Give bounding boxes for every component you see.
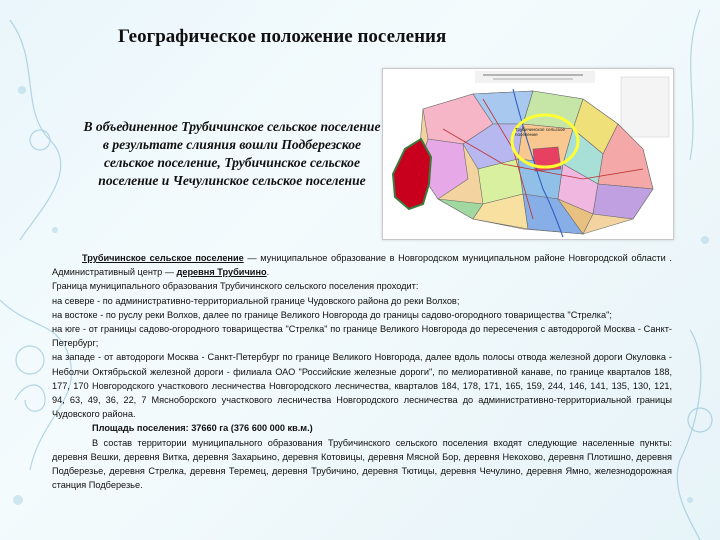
border-north: на севере - по административно-территориальной границе Чудовского района до реки Волхов; [52,295,460,306]
admin-center: деревня Трубичино [176,267,267,278]
border-east: на востоке - по руслу реки Волхов, далее по границе Великого Новгорода до границы садово-огородного товарищества "Стрелка"; [52,309,612,320]
border-south: на юге - от границы садово-огородного товарищества "Стрелка" по границе Великого Новгорода до пересечения с автодорогой Москва - Санкт-Петербург; [52,324,672,349]
body-text [52,251,672,492]
settlements-list: В состав территории муниципального образования Трубичинского сельского поселения входят следующие населенные пункты: деревня Вешки, деревня Витка, деревня Захарьино, деревня Котовицы, деревня Мясной Бор, деревня Некохово, деревня Плотишно, деревня Подберезье, деревня Стрелка, деревня Теремец, деревня Трубичино, деревня Тютицы, деревня Чечулино, деревня Ямно, железнодорожная станция Подберезье. [52,437,672,491]
page-title: Географическое положение поселения [118,26,447,47]
paragraph-intro [52,251,672,279]
paragraph-intro-end: . [266,267,270,278]
paragraph-intro-text: — муниципальное образование в Новгородском муниципальном районе Новгородской области . Административный центр — [52,253,672,278]
intro-text: В объединенное Трубичинское сельское поселение в результате слияния вошли Подберезское сельское поселение, Трубичинское сельское поселение и Чечулинское сельское поселение [83,119,381,188]
area-line [52,421,672,435]
map-highlight-label: Трубичинское сельское поселение [515,127,566,137]
border-heading: Граница муниципального образования Трубичинского сельского поселения проходит: [52,281,419,292]
district-map [382,68,674,240]
settlement-name: Трубичинское сельское поселение [82,253,244,263]
border-west: на западе - от автодороги Москва - Санкт-Петербург по границе Великого Новгорода, далее вдоль полосы отвода железной дороги Окуловка - Неболчи Октябрьской железной дороги - филиала ОАО "Российские железные дороги", по мелиоративной канаве, по границе кварталов 188, 177, 170 Новгородского участкового лесничества Новгородского лесничества, кварталов 184, 178, 171, 165, 159, 244, 146, 141, 135, 130, 121, 94, 63, 49, 36, 22, 7 Мясноборского участкового лесничества Новгородского лесничества до административно-территориальной границы Чудовского района. [52,352,672,420]
area-label: Площадь поселения: 37660 га (376 600 000 кв.м.) [92,423,313,434]
district-map-icon [383,69,673,239]
